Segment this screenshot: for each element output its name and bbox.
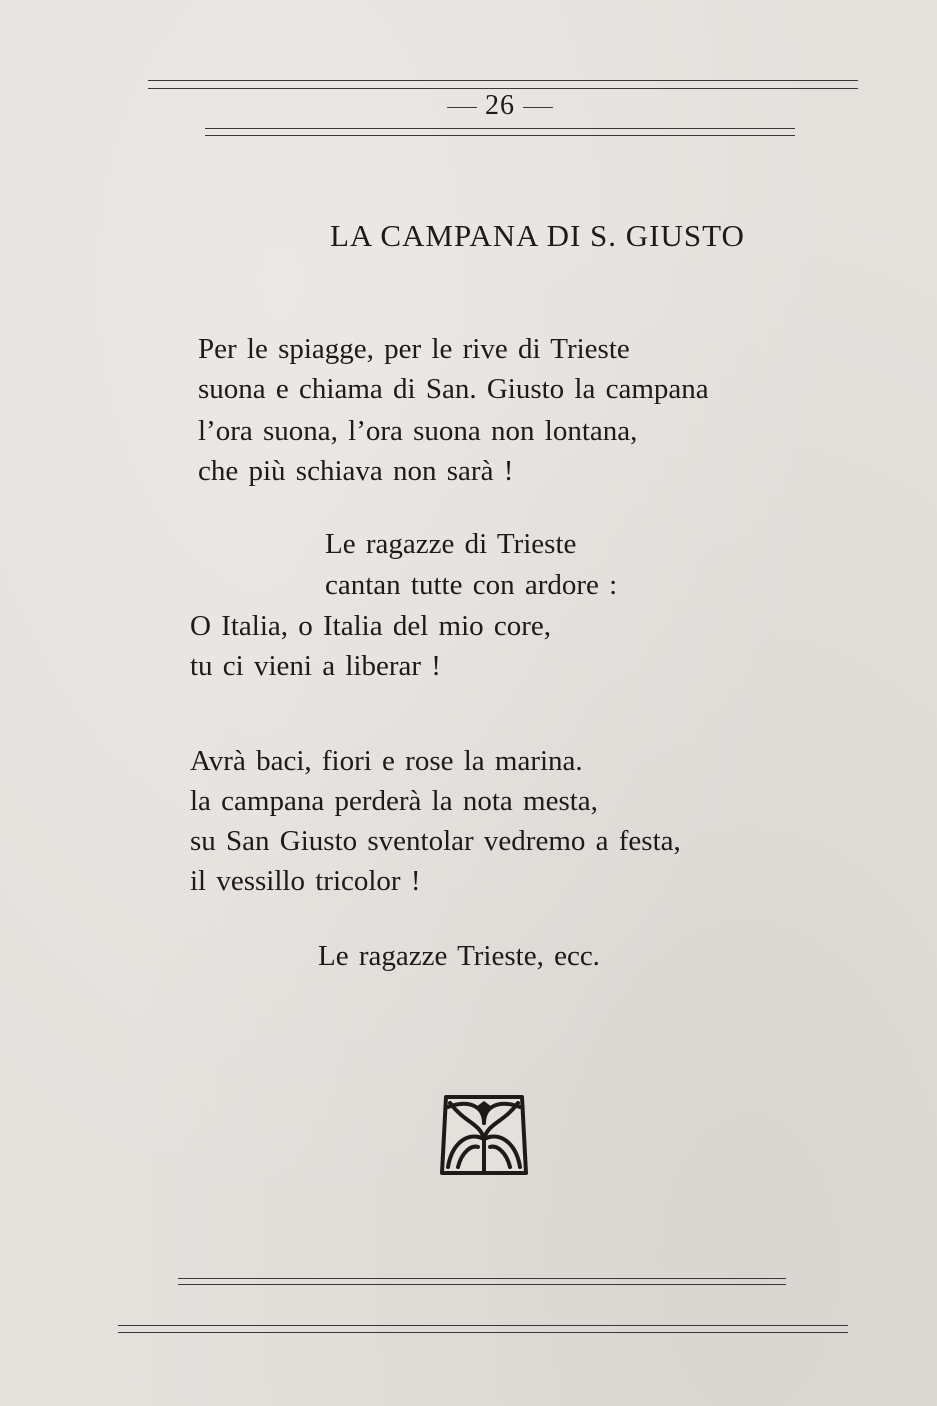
mid-rule-2 xyxy=(205,135,795,136)
top-rule-1 xyxy=(148,80,858,81)
art-nouveau-vignette-icon xyxy=(440,1093,528,1177)
bottom-rule-2 xyxy=(178,1284,786,1285)
verse-line: Avrà baci, fiori e rose la marina. xyxy=(190,745,583,777)
mid-rule-1 xyxy=(205,128,795,129)
verse-line: suona e chiama di San. Giusto la campana xyxy=(198,373,709,405)
refrain-line: Le ragazze Trieste, ecc. xyxy=(318,940,600,972)
verse-line: cantan tutte con ardore : xyxy=(325,569,618,601)
bottom-rule-3 xyxy=(118,1325,848,1326)
verse-line: Per le spiagge, per le rive di Trieste xyxy=(198,333,630,365)
bottom-rule-1 xyxy=(178,1278,786,1279)
dash-left xyxy=(447,107,477,108)
verse-line: Le ragazze di Trieste xyxy=(325,528,577,560)
verse-line: che più schiava non sarà ! xyxy=(198,455,514,487)
verse-line: O Italia, o Italia del mio core, xyxy=(190,610,552,642)
verse-line: l’ora suona, l’ora suona non lontana, xyxy=(198,415,638,447)
bottom-rule-4 xyxy=(118,1332,848,1333)
dash-right xyxy=(523,107,553,108)
verse-line: tu ci vieni a liberar ! xyxy=(190,650,441,682)
top-rule-2 xyxy=(148,88,858,89)
verse-line: su San Giusto sventolar vedremo a festa, xyxy=(190,825,681,857)
verse-line: il vessillo tricolor ! xyxy=(190,865,421,897)
page-number xyxy=(420,90,580,122)
verse-line: la campana perderà la nota mesta, xyxy=(190,785,598,817)
poem-title: LA CAMPANA DI S. GIUSTO xyxy=(330,218,745,253)
page-number-text: 26 xyxy=(485,90,515,121)
